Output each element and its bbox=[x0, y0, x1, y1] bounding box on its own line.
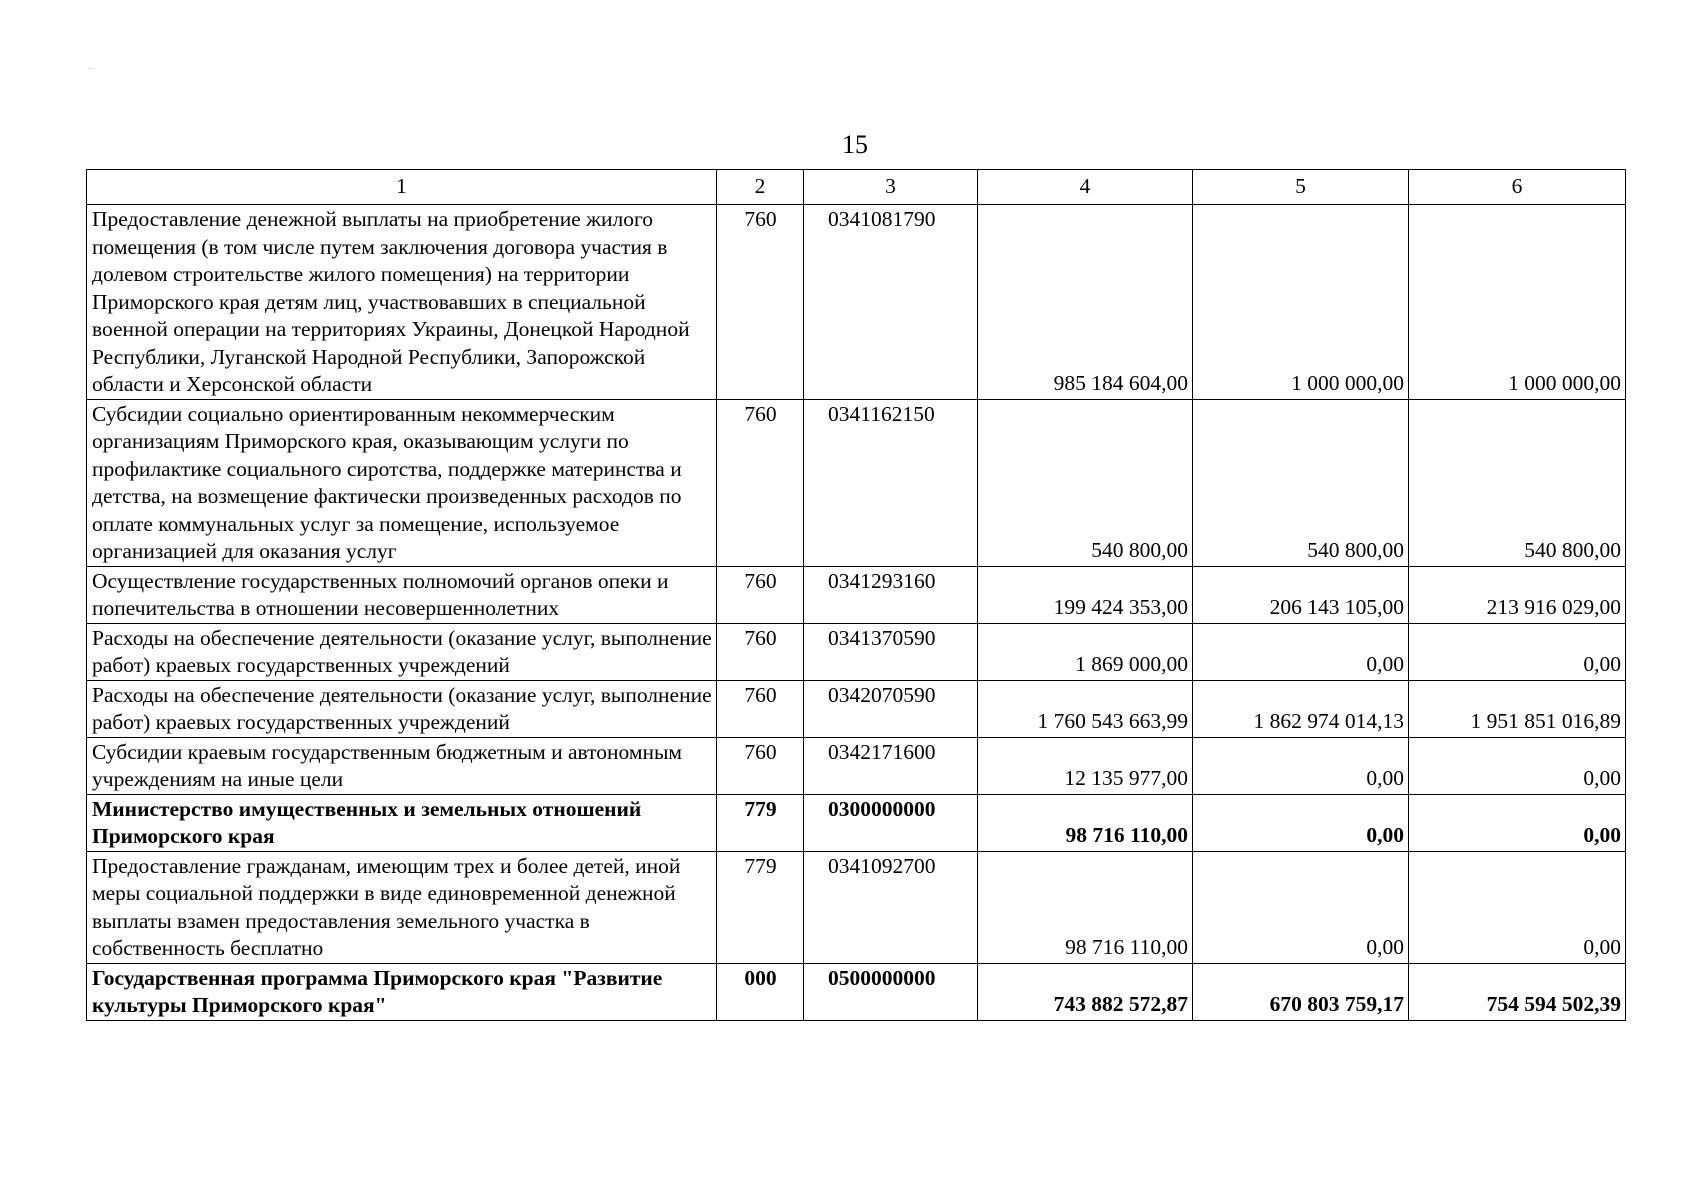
table-row bbox=[87, 680, 1626, 737]
row-name-cell: Предоставление гражданам, имеющим трех и более детей, иной меры социальной поддержки в виде единовременной денежной выплаты взамен предоставления земельного участка в собственность бесплатно bbox=[87, 851, 717, 963]
table-body bbox=[87, 170, 1626, 1021]
table-row bbox=[87, 566, 1626, 623]
table-row bbox=[87, 623, 1626, 680]
table-row bbox=[87, 851, 1626, 963]
row-amount-year2-cell: 0,00 bbox=[1193, 737, 1409, 794]
row-amount-year3-cell: 0,00 bbox=[1409, 851, 1626, 963]
row-gv-code-cell: 000 bbox=[717, 963, 804, 1020]
header-col-4: 4 bbox=[978, 170, 1193, 205]
row-name-cell: Расходы на обеспечение деятельности (оказание услуг, выполнение работ) краевых государственных учреждений bbox=[87, 623, 717, 680]
row-amount-year1-cell: 985 184 604,00 bbox=[978, 205, 1193, 400]
row-csr-code-cell: 0342070590 bbox=[804, 680, 978, 737]
row-amount-year1-cell: 743 882 572,87 bbox=[978, 963, 1193, 1020]
row-amount-year3-cell: 0,00 bbox=[1409, 794, 1626, 851]
row-csr-code-cell: 0300000000 bbox=[804, 794, 978, 851]
row-gv-code-cell: 760 bbox=[717, 205, 804, 400]
row-amount-year2-cell: 206 143 105,00 bbox=[1193, 566, 1409, 623]
row-amount-year3-cell: 1 951 851 016,89 bbox=[1409, 680, 1626, 737]
row-csr-code-cell: 0341370590 bbox=[804, 623, 978, 680]
row-csr-code-cell: 0341081790 bbox=[804, 205, 978, 400]
row-amount-year1-cell: 1 869 000,00 bbox=[978, 623, 1193, 680]
page-number: 15 bbox=[842, 130, 868, 159]
row-csr-code-cell: 0341293160 bbox=[804, 566, 978, 623]
header-col-3: 3 bbox=[804, 170, 978, 205]
row-amount-year2-cell: 1 862 974 014,13 bbox=[1193, 680, 1409, 737]
row-amount-year1-cell: 98 716 110,00 bbox=[978, 851, 1193, 963]
row-gv-code-cell: 760 bbox=[717, 399, 804, 566]
row-gv-code-cell: 779 bbox=[717, 851, 804, 963]
row-amount-year3-cell: 540 800,00 bbox=[1409, 399, 1626, 566]
row-gv-code-cell: 760 bbox=[717, 680, 804, 737]
row-amount-year3-cell: 0,00 bbox=[1409, 623, 1626, 680]
row-gv-code-cell: 760 bbox=[717, 623, 804, 680]
row-csr-code-cell: 0342171600 bbox=[804, 737, 978, 794]
header-col-2: 2 bbox=[717, 170, 804, 205]
row-amount-year1-cell: 1 760 543 663,99 bbox=[978, 680, 1193, 737]
table-row bbox=[87, 963, 1626, 1020]
table-row bbox=[87, 399, 1626, 566]
row-amount-year2-cell: 0,00 bbox=[1193, 794, 1409, 851]
table-row bbox=[87, 205, 1626, 400]
table-row bbox=[87, 794, 1626, 851]
scan-artifact bbox=[88, 68, 94, 69]
row-name-cell: Предоставление денежной выплаты на приобретение жилого помещения (в том числе путем заключения договора участия в долевом строительстве жилого помещения) на территории Приморского края детям лиц, участвовавших в специальной военной операции на территориях Украины, Донецкой Народной Республики, Луганской Народной Республики, Запорожской области и Херсонской области bbox=[87, 205, 717, 400]
row-amount-year2-cell: 0,00 bbox=[1193, 623, 1409, 680]
row-amount-year3-cell: 213 916 029,00 bbox=[1409, 566, 1626, 623]
row-gv-code-cell: 760 bbox=[717, 566, 804, 623]
row-csr-code-cell: 0341092700 bbox=[804, 851, 978, 963]
row-gv-code-cell: 760 bbox=[717, 737, 804, 794]
row-amount-year1-cell: 98 716 110,00 bbox=[978, 794, 1193, 851]
budget-table bbox=[86, 169, 1626, 1021]
table-header-row bbox=[87, 170, 1626, 205]
row-csr-code-cell: 0341162150 bbox=[804, 399, 978, 566]
row-name-cell: Субсидии социально ориентированным некоммерческим организациям Приморского края, оказывающим услуги по профилактике социального сиротства, поддержке материнства и детства, на возмещение фактически произведенных расходов по оплате коммунальных услуг за помещение, используемое организацией для оказания услуг bbox=[87, 399, 717, 566]
table-row bbox=[87, 737, 1626, 794]
row-amount-year1-cell: 540 800,00 bbox=[978, 399, 1193, 566]
row-name-cell: Осуществление государственных полномочий органов опеки и попечительства в отношении несовершеннолетних bbox=[87, 566, 717, 623]
row-amount-year2-cell: 0,00 bbox=[1193, 851, 1409, 963]
row-amount-year2-cell: 670 803 759,17 bbox=[1193, 963, 1409, 1020]
row-amount-year3-cell: 754 594 502,39 bbox=[1409, 963, 1626, 1020]
row-amount-year1-cell: 12 135 977,00 bbox=[978, 737, 1193, 794]
header-col-1: 1 bbox=[87, 170, 717, 205]
row-name-cell: Субсидии краевым государственным бюджетным и автономным учреждениям на иные цели bbox=[87, 737, 717, 794]
row-gv-code-cell: 779 bbox=[717, 794, 804, 851]
row-amount-year2-cell: 1 000 000,00 bbox=[1193, 205, 1409, 400]
row-amount-year2-cell: 540 800,00 bbox=[1193, 399, 1409, 566]
row-csr-code-cell: 0500000000 bbox=[804, 963, 978, 1020]
header-col-6: 6 bbox=[1409, 170, 1626, 205]
header-col-5: 5 bbox=[1193, 170, 1409, 205]
row-name-cell: Министерство имущественных и земельных отношений Приморского края bbox=[87, 794, 717, 851]
row-name-cell: Расходы на обеспечение деятельности (оказание услуг, выполнение работ) краевых государственных учреждений bbox=[87, 680, 717, 737]
row-amount-year3-cell: 0,00 bbox=[1409, 737, 1626, 794]
row-name-cell: Государственная программа Приморского края "Развитие культуры Приморского края" bbox=[87, 963, 717, 1020]
row-amount-year1-cell: 199 424 353,00 bbox=[978, 566, 1193, 623]
row-amount-year3-cell: 1 000 000,00 bbox=[1409, 205, 1626, 400]
